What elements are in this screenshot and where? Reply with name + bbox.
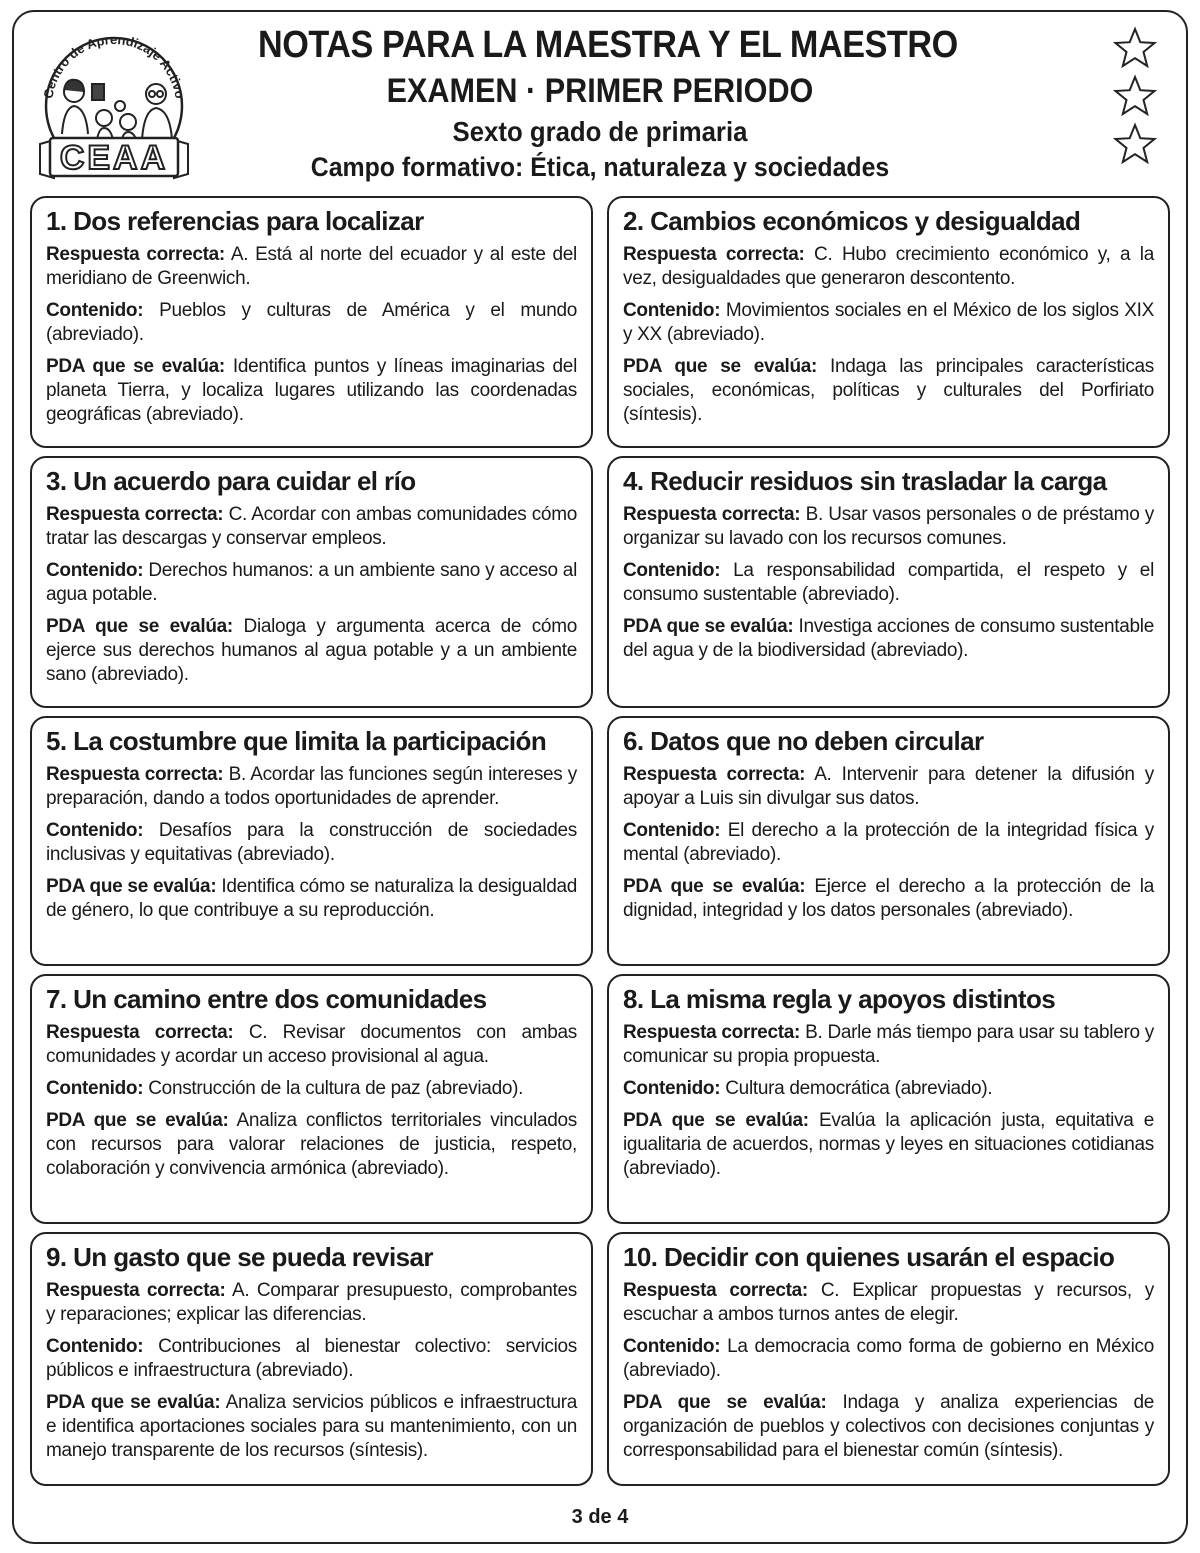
card-title: 1. Dos referencias para localizar bbox=[46, 206, 424, 236]
grade-label: Sexto grado de primaria bbox=[452, 116, 748, 147]
answer-card bbox=[30, 716, 593, 966]
ceaa-logo bbox=[30, 22, 198, 182]
pda-evaluated: PDA que se evalúa: Evalúa la aplicación justa, equitativa e igualitaria de acuerdos, normas y leyes en situaciones cotidianas (abreviado). bbox=[623, 1110, 1154, 1179]
answer-card bbox=[607, 716, 1170, 966]
page-title: NOTAS PARA LA MAESTRA Y EL MAESTRO bbox=[258, 24, 958, 66]
answer-card bbox=[30, 974, 593, 1224]
correct-answer: Respuesta correcta: C. Explicar propuestas y recursos, y escuchar a ambos turnos antes de elegir. bbox=[623, 1280, 1154, 1325]
answer-card bbox=[607, 456, 1170, 708]
page-number: 3 de 4 bbox=[571, 1506, 629, 1528]
card-title: 6. Datos que no deben circular bbox=[623, 726, 984, 756]
answer-card bbox=[30, 196, 593, 448]
content: Contenido: La democracia como forma de gobierno en México (abreviado). bbox=[623, 1336, 1154, 1381]
pda-evaluated: PDA que se evalúa: Dialoga y argumenta acerca de cómo ejerce sus derechos humanos al agua potable y a un ambiente sano (abreviado). bbox=[46, 616, 577, 685]
content: Contenido: Pueblos y culturas de América y el mundo (abreviado). bbox=[46, 300, 578, 345]
correct-answer: Respuesta correcta: B. Acordar las funciones según intereses y preparación, dando a todos oportunidades de aprender. bbox=[46, 764, 577, 809]
correct-answer: Respuesta correcta: C. Revisar documentos con ambas comunidades y acordar un acceso provisional al agua. bbox=[46, 1022, 577, 1067]
answer-card bbox=[607, 1232, 1170, 1486]
pda-evaluated: PDA que se evalúa: Identifica puntos y líneas imaginarias del planeta Tierra, y localiza lugares utilizando las coordenadas geográficas (abreviado). bbox=[46, 356, 577, 425]
card-title: 3. Un acuerdo para cuidar el río bbox=[46, 466, 416, 496]
pda-evaluated: PDA que se evalúa: Analiza servicios públicos e infraestructura e identifica aportaciones sociales para su mantenimiento, con un manejo transparente de los recursos (síntesis). bbox=[46, 1392, 578, 1461]
answer-card bbox=[30, 1232, 593, 1486]
card-title: 8. La misma regla y apoyos distintos bbox=[623, 984, 1056, 1014]
answer-card bbox=[30, 456, 593, 708]
content: Contenido: Derechos humanos: a un ambiente sano y acceso al agua potable. bbox=[46, 560, 577, 605]
correct-answer: Respuesta correcta: A. Está al norte del ecuador y al este del meridiano de Greenwich. bbox=[46, 244, 577, 289]
card-title: 9. Un gasto que se pueda revisar bbox=[46, 1242, 433, 1272]
logo-arc-text: Centro de Aprendizaje Activo bbox=[40, 32, 188, 100]
content: Contenido: Movimientos sociales en el México de los siglos XIX y XX (abreviado). bbox=[623, 300, 1154, 345]
correct-answer: Respuesta correcta: B. Usar vasos personales o de préstamo y organizar su lavado con los recursos comunes. bbox=[623, 504, 1154, 549]
star-icon bbox=[1113, 26, 1157, 70]
content: Contenido: La responsabilidad compartida, el respeto y el consumo sustentable (abreviado). bbox=[623, 560, 1154, 605]
pda-evaluated: PDA que se evalúa: Indaga y analiza experiencias de organización de pueblos y colectivos con decisiones conjuntas y corresponsabilidad para el bienestar común (síntesis). bbox=[623, 1392, 1154, 1461]
content: Contenido: Cultura democrática (abreviado). bbox=[623, 1078, 993, 1099]
correct-answer: Respuesta correcta: C. Acordar con ambas comunidades cómo tratar las descargas y conservar empleos. bbox=[46, 504, 577, 549]
star-icon bbox=[1113, 122, 1157, 166]
content: Contenido: El derecho a la protección de la integridad física y mental (abreviado). bbox=[623, 820, 1154, 865]
card-title: 5. La costumbre que limita la participación bbox=[46, 726, 547, 756]
correct-answer: Respuesta correcta: A. Comparar presupuesto, comprobantes y reparaciones; explicar las diferencias. bbox=[46, 1280, 577, 1325]
pda-evaluated: PDA que se evalúa: Analiza conflictos territoriales vinculados con recursos para valorar relaciones de justicia, respeto, colaboración y convivencia armónica (abreviado). bbox=[46, 1110, 578, 1179]
correct-answer: Respuesta correcta: A. Intervenir para detener la difusión y apoyar a Luis sin divulgar sus datos. bbox=[623, 764, 1154, 809]
exam-subtitle: EXAMEN · PRIMER PERIODO bbox=[386, 72, 814, 110]
star-icon bbox=[1113, 74, 1157, 118]
pda-evaluated: PDA que se evalúa: Identifica cómo se naturaliza la desigualdad de género, lo que contribuye a su reproducción. bbox=[46, 876, 577, 921]
pda-evaluated: PDA que se evalúa: Ejerce el derecho a la protección de la dignidad, integridad y los datos personales (abreviado). bbox=[623, 876, 1154, 921]
content: Contenido: Contribuciones al bienestar colectivo: servicios públicos e infraestructura (abreviado). bbox=[46, 1336, 577, 1381]
card-title: 7. Un camino entre dos comunidades bbox=[46, 984, 487, 1014]
content: Contenido: Desafíos para la construcción de sociedades inclusivas y equitativas (abreviado). bbox=[46, 820, 577, 865]
card-title: 4. Reducir residuos sin trasladar la carga bbox=[623, 466, 1107, 496]
card-title: 2. Cambios económicos y desigualdad bbox=[623, 206, 1081, 236]
correct-answer: Respuesta correcta: C. Hubo crecimiento económico y, a la vez, desigualdades que generaron descontento. bbox=[623, 244, 1154, 289]
answer-card bbox=[607, 196, 1170, 448]
logo-acronym: CEAA bbox=[59, 139, 169, 177]
pda-evaluated: PDA que se evalúa: Investiga acciones de consumo sustentable del agua y de la biodiversidad (abreviado). bbox=[623, 616, 1154, 661]
formative-field-label: Campo formativo: Ética, naturaleza y sociedades bbox=[310, 152, 890, 182]
pda-evaluated: PDA que se evalúa: Indaga las principales características sociales, económicas, políticas y culturales del Porfiriato (síntesis). bbox=[623, 356, 1154, 425]
card-title: 10. Decidir con quienes usarán el espacio bbox=[623, 1242, 1115, 1272]
content: Contenido: Construcción de la cultura de paz (abreviado). bbox=[46, 1078, 524, 1099]
correct-answer: Respuesta correcta: B. Darle más tiempo para usar su tablero y comunicar su propia propuesta. bbox=[623, 1022, 1154, 1067]
answer-card bbox=[607, 974, 1170, 1224]
